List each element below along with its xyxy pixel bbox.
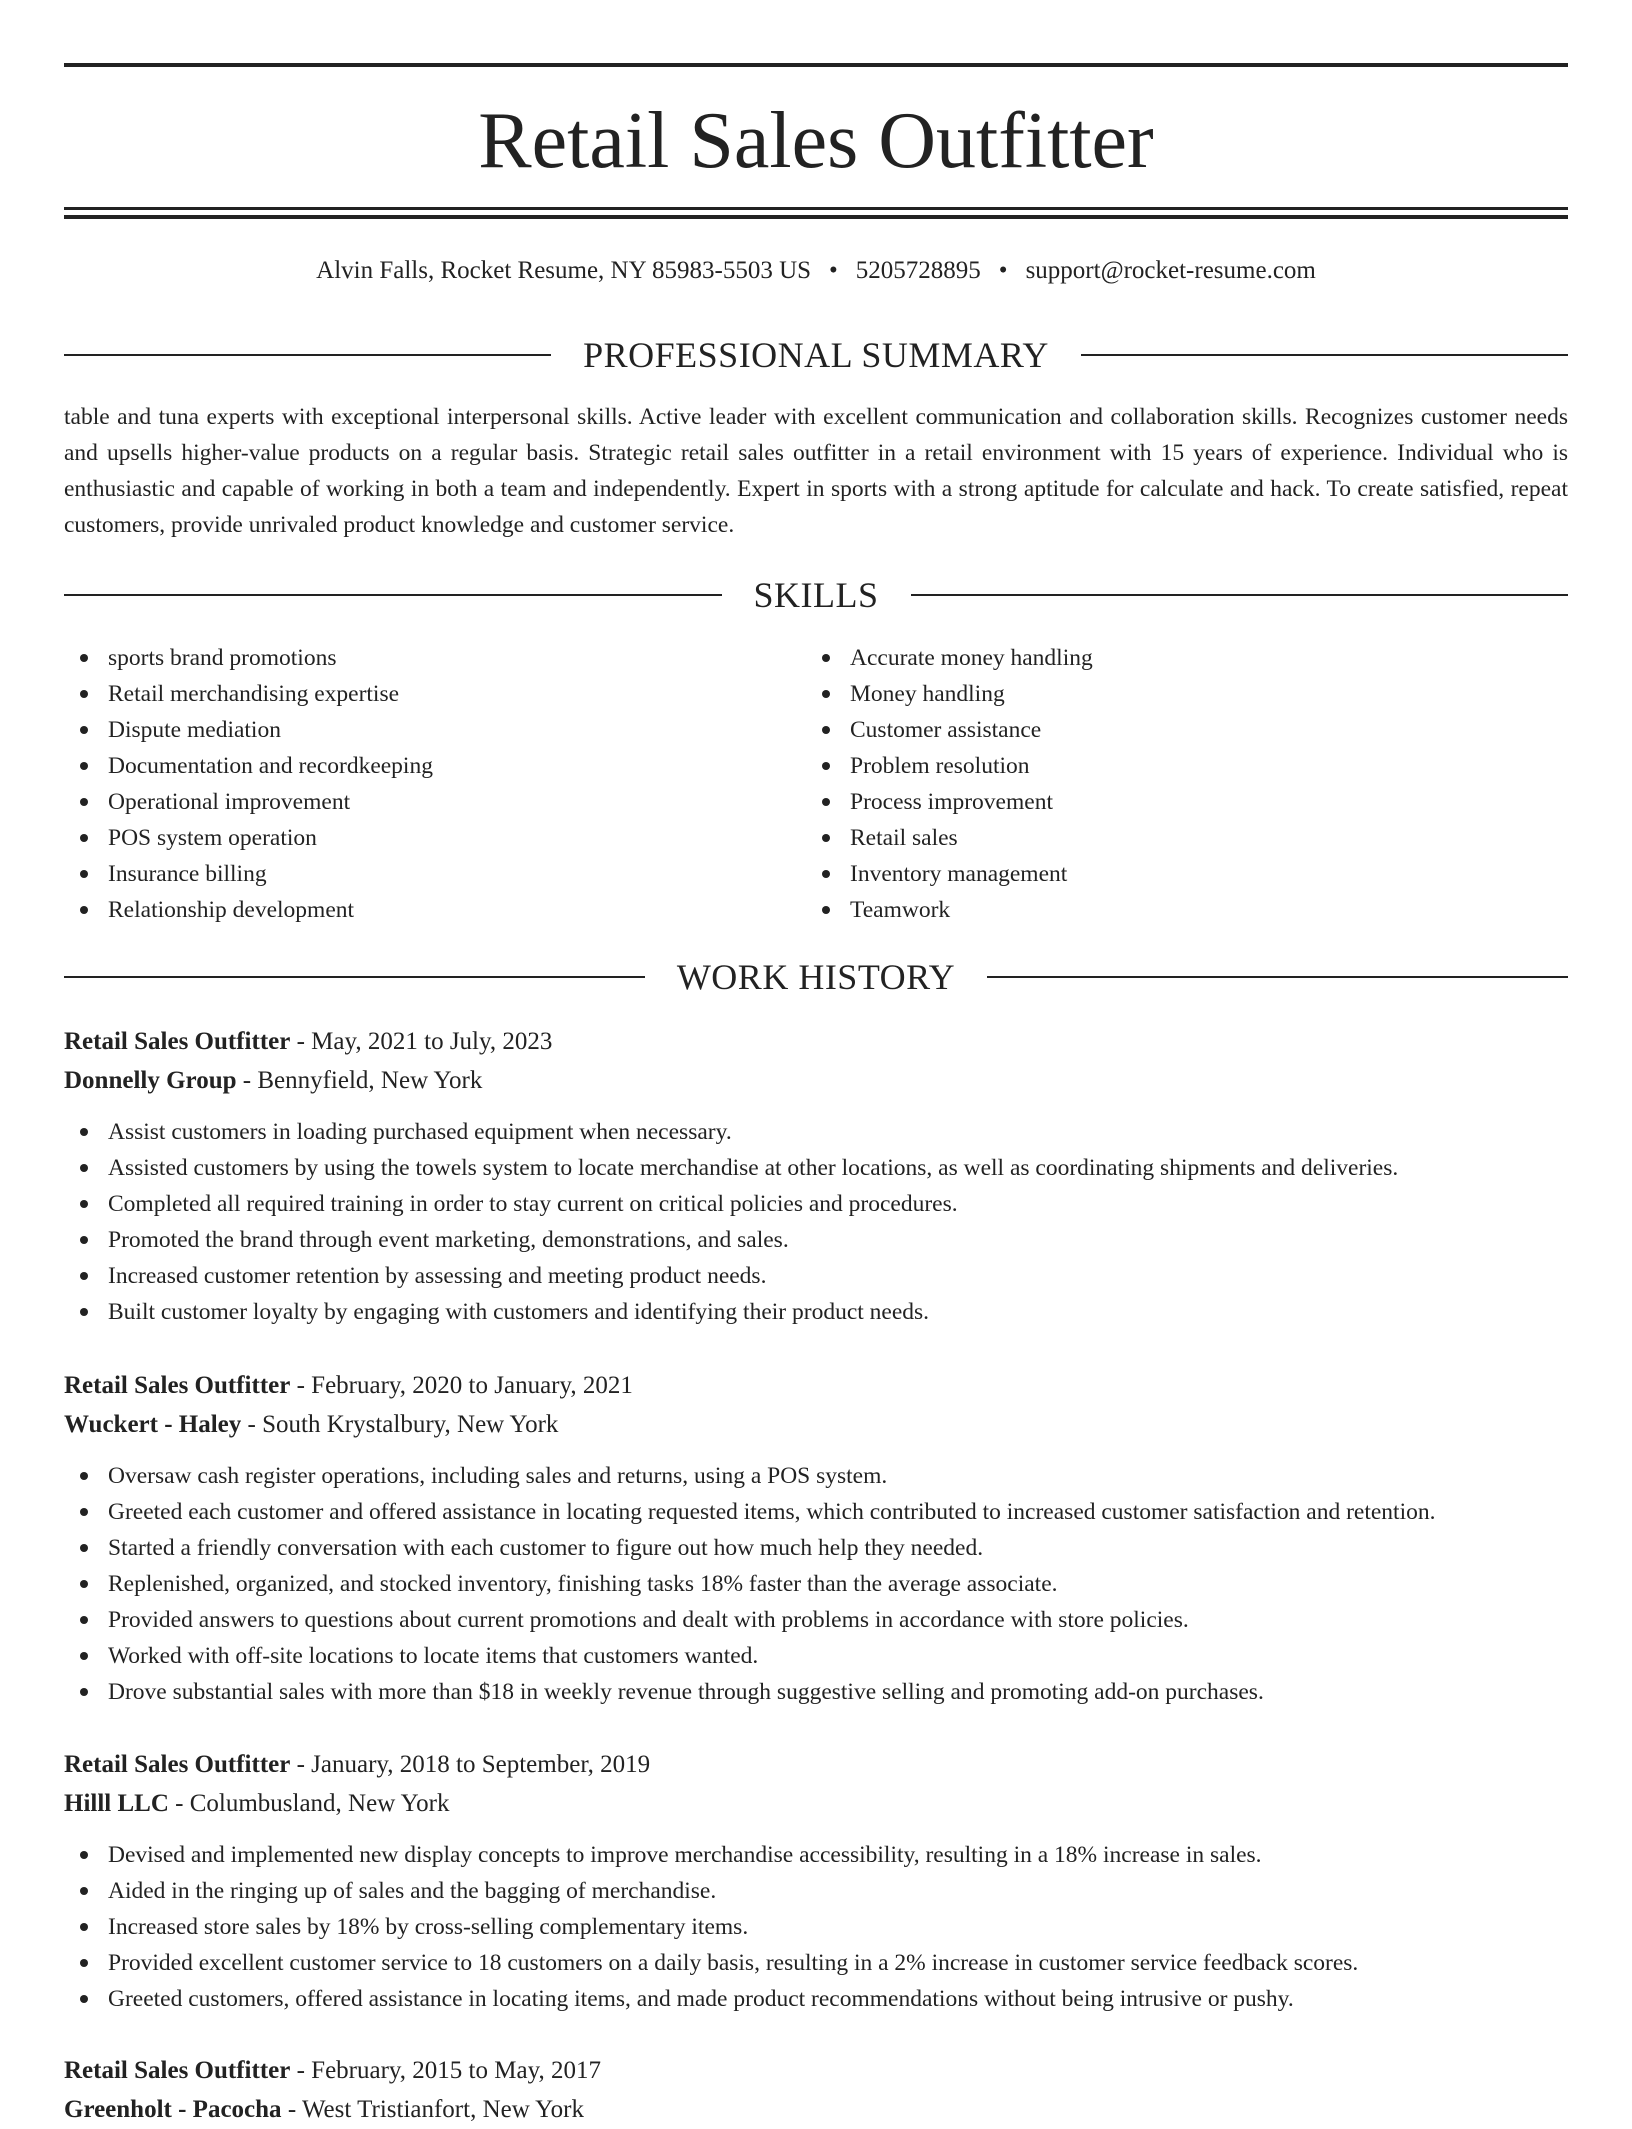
- work-heading: [64, 955, 1568, 999]
- job-bullet: Started a friendly conversation with each customer to figure out how much help they needed.: [64, 1530, 1568, 1566]
- job-company: Hilll LLC: [64, 1790, 169, 1817]
- job-company: Donnelly Group: [64, 1067, 237, 1094]
- job-dates: May, 2021 to July, 2023: [311, 1028, 553, 1055]
- job-location: South Krystalbury, New York: [262, 1411, 559, 1438]
- skill-item: Insurance billing: [64, 856, 433, 892]
- job-separator: -: [281, 2096, 302, 2123]
- job-bullet: Built customer loyalty by engaging with customers and identifying their product needs.: [64, 1294, 1568, 1330]
- job-bullet: Completed all required training in order to stay current on critical policies and procedures.: [64, 1186, 1568, 1222]
- skill-item: Accurate money handling: [806, 640, 1093, 676]
- job-dates: February, 2020 to January, 2021: [311, 1372, 633, 1399]
- skill-item: Operational improvement: [64, 784, 433, 820]
- resume-title: Retail Sales Outfitter: [478, 97, 1154, 185]
- skills-list-left: [64, 640, 433, 928]
- skill-item: POS system operation: [64, 820, 433, 856]
- job-bullet: Increased store sales by 18% by cross-selling complementary items.: [64, 1909, 1568, 1945]
- job-entry: [64, 2051, 1568, 2129]
- contact-address: Alvin Falls, Rocket Resume, NY 85983-5503 US: [316, 257, 812, 284]
- heading-rule-left: [64, 594, 722, 596]
- job-entry: [64, 1022, 1568, 1330]
- skill-item: Retail merchandising expertise: [64, 676, 433, 712]
- skill-item: Dispute mediation: [64, 712, 433, 748]
- top-rule: [64, 63, 1568, 67]
- skills-heading: [64, 573, 1568, 617]
- job-bullet: Assist customers in loading purchased equipment when necessary.: [64, 1114, 1568, 1150]
- skill-item: sports brand promotions: [64, 640, 433, 676]
- skill-item: Relationship development: [64, 892, 433, 928]
- job-bullet: Oversaw cash register operations, including sales and returns, using a POS system.: [64, 1458, 1568, 1494]
- skill-item: Documentation and recordkeeping: [64, 748, 433, 784]
- job-title: Retail Sales Outfitter: [64, 1372, 291, 1399]
- job-separator: -: [241, 1411, 263, 1438]
- job-separator: -: [236, 1067, 258, 1094]
- job-bullets: [64, 1837, 1568, 2017]
- skill-item: Retail sales: [806, 820, 1093, 856]
- heading-rule-right: [911, 594, 1569, 596]
- job-bullet: Worked with off-site locations to locate items that customers wanted.: [64, 1638, 1568, 1674]
- contact-phone: 5205728895: [855, 257, 981, 284]
- job-title: Retail Sales Outfitter: [64, 2057, 291, 2084]
- job-title-line: [64, 1745, 1568, 1784]
- job-separator: -: [290, 1372, 312, 1399]
- job-entry: [64, 1745, 1568, 2017]
- job-separator: -: [290, 1751, 312, 1778]
- contact-separator: •: [998, 257, 1008, 284]
- job-entry: [64, 1366, 1568, 1710]
- heading-rule-left: [64, 976, 645, 978]
- job-bullets: [64, 1458, 1568, 1710]
- summary-heading-label: PROFESSIONAL SUMMARY: [583, 335, 1049, 375]
- job-company-line: [64, 1784, 1568, 1823]
- contact-line: [64, 254, 1568, 288]
- job-location: Columbusland, New York: [189, 1790, 450, 1817]
- job-bullet: Devised and implemented new display concepts to improve merchandise accessibility, resulting in a 18% increase in sales.: [64, 1837, 1568, 1873]
- job-company: Wuckert - Haley: [64, 1411, 242, 1438]
- skills-list-right: [806, 640, 1093, 928]
- summary-heading: [64, 333, 1568, 377]
- job-bullet: Increased customer retention by assessing and meeting product needs.: [64, 1258, 1568, 1294]
- job-dates: January, 2018 to September, 2019: [311, 1751, 651, 1778]
- job-separator: -: [290, 1028, 312, 1055]
- title-rule-lower: [64, 215, 1568, 219]
- heading-rule-right: [1081, 354, 1568, 356]
- job-bullet: Aided in the ringing up of sales and the bagging of merchandise.: [64, 1873, 1568, 1909]
- job-bullet: Assisted customers by using the towels system to locate merchandise at other locations, as well as coordinating shipments and deliveries.: [64, 1150, 1568, 1186]
- job-bullet: Greeted each customer and offered assistance in locating requested items, which contributed to increased customer satisfaction and retention.: [64, 1494, 1568, 1530]
- job-company-line: [64, 1061, 1568, 1100]
- job-company-line: [64, 2090, 1568, 2129]
- job-separator: -: [168, 1790, 190, 1817]
- skill-item: Teamwork: [806, 892, 1093, 928]
- job-bullet: Provided excellent customer service to 18 customers on a daily basis, resulting in a 2% increase in customer service feedback scores.: [64, 1945, 1568, 1981]
- work-heading-label: WORK HISTORY: [676, 957, 956, 997]
- job-bullet: Greeted customers, offered assistance in locating items, and made product recommendations without being intrusive or pushy.: [64, 1981, 1568, 2017]
- job-title: Retail Sales Outfitter: [64, 1751, 291, 1778]
- heading-rule-right: [987, 976, 1568, 978]
- job-separator: -: [290, 2057, 312, 2084]
- job-title-line: [64, 2051, 1568, 2090]
- skill-item: Money handling: [806, 676, 1093, 712]
- heading-rule-left: [64, 354, 551, 356]
- summary-text: table and tuna experts with exceptional interpersonal skills. Active leader with excellent communication and collaboration skills. Recognizes customer needs and upsells higher-value products on a regular basis. Strategic retail sales outfitter in a retail environment with 15 years of experience. Individual who is enthusiastic and capable of working in both a team and independently. Expert in sports with a strong aptitude for calculate and hack. To create satisfied, repeat customers, provide unrivaled product knowledge and customer service.: [64, 404, 1568, 538]
- skill-item: Problem resolution: [806, 748, 1093, 784]
- job-dates: February, 2015 to May, 2017: [311, 2057, 601, 2084]
- skill-item: Inventory management: [806, 856, 1093, 892]
- job-bullet: Drove substantial sales with more than $18 in weekly revenue through suggestive selling and promoting add-on purchases.: [64, 1674, 1568, 1710]
- contact-separator: •: [829, 257, 838, 284]
- job-location: Bennyfield, New York: [257, 1067, 483, 1094]
- job-bullets: [64, 1114, 1568, 1330]
- job-title-line: [64, 1022, 1568, 1061]
- contact-email[interactable]: support@rocket-resume.com: [1025, 257, 1316, 284]
- job-title: Retail Sales Outfitter: [64, 1028, 291, 1055]
- job-bullet: Provided answers to questions about current promotions and dealt with problems in accordance with store policies.: [64, 1602, 1568, 1638]
- job-title-line: [64, 1366, 1568, 1405]
- skills-heading-label: SKILLS: [753, 575, 879, 615]
- skill-item: Customer assistance: [806, 712, 1093, 748]
- skill-item: Process improvement: [806, 784, 1093, 820]
- job-bullet: Promoted the brand through event marketing, demonstrations, and sales.: [64, 1222, 1568, 1258]
- job-company-line: [64, 1405, 1568, 1444]
- job-company: Greenholt - Pacocha: [64, 2096, 282, 2123]
- title-rule-upper: [64, 207, 1568, 210]
- job-location: West Tristianfort, New York: [301, 2096, 584, 2123]
- job-bullet: Replenished, organized, and stocked inventory, finishing tasks 18% faster than the average associate.: [64, 1566, 1568, 1602]
